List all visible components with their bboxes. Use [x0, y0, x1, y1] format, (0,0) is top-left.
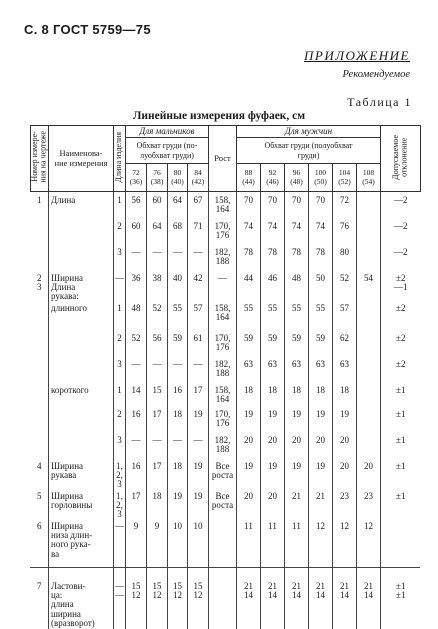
cell-men-value: 18	[285, 386, 309, 410]
cell-men-value: 80	[333, 248, 357, 274]
table-bottom-rule	[30, 567, 420, 568]
cell-num: 6	[37, 520, 42, 531]
cell-men-value: 20	[237, 492, 261, 522]
cell-men-value: 70	[237, 192, 261, 222]
cell-boys-value: 15	[147, 386, 168, 410]
size-boys: 80 (40)	[168, 164, 188, 192]
cell-num	[31, 410, 49, 436]
cell-men-value: 21 14	[261, 582, 285, 629]
cell-boys-value: —	[168, 360, 188, 386]
cell-boys-value: —	[168, 436, 188, 462]
cell-length: 2	[114, 222, 126, 248]
size-men: 108 (54)	[357, 164, 381, 192]
cell-name: Ширина Длина рукава:	[49, 274, 114, 304]
cell-men-value: 21	[309, 492, 333, 522]
cell-men-value: 21 14	[285, 582, 309, 629]
cell-length: 1	[114, 386, 126, 410]
table-number: Таблица 1	[347, 95, 412, 109]
cell-name: короткого	[49, 386, 114, 410]
cell-length: 3	[114, 360, 126, 386]
table-row	[31, 274, 421, 304]
cell-boys-value: 19	[188, 462, 209, 492]
cell-men-value: 76	[333, 222, 357, 248]
cell-boys-value: 56	[126, 192, 147, 222]
cell-boys-value: 60	[147, 192, 168, 222]
cell-name	[49, 360, 114, 386]
cell-boys-value: 9	[126, 522, 147, 582]
cell-men-value: 63	[285, 360, 309, 386]
cell-men-value: 74	[285, 222, 309, 248]
cell-men-value: 18	[237, 386, 261, 410]
cell-name	[49, 334, 114, 360]
cell-length: —	[114, 274, 126, 304]
cell-men-value: 70	[285, 192, 309, 222]
cell-boys-value: 10	[188, 522, 209, 582]
cell-boys-value: 18	[168, 462, 188, 492]
cell-men-value	[357, 386, 381, 410]
cell-boys-value: 17	[147, 462, 168, 492]
cell-men-value: 19	[261, 462, 285, 492]
cell-num	[31, 386, 49, 410]
header-length: Длина изделия	[114, 126, 126, 192]
cell-men-value: 72	[333, 192, 357, 222]
cell-height: 170, 176	[209, 222, 237, 248]
cell-men-value: 78	[309, 248, 333, 274]
cell-men-value: 19	[309, 462, 333, 492]
cell-boys-value: 59	[168, 334, 188, 360]
measurements-table	[30, 125, 421, 629]
size-men: 96 (48)	[285, 164, 309, 192]
table-row	[31, 410, 421, 436]
cell-length: 2	[114, 334, 126, 360]
cell-boys-value: 10	[168, 522, 188, 582]
cell-men-value: 21 14	[237, 582, 261, 629]
table-row	[31, 222, 421, 248]
cell-men-value	[357, 304, 381, 334]
size-men: 88 (44)	[237, 164, 261, 192]
cell-length: — —	[114, 582, 126, 629]
cell-tolerance: —2	[381, 248, 421, 274]
cell-boys-value: 15 12	[188, 582, 209, 629]
cell-boys-value: 61	[188, 334, 209, 360]
cell-boys-value: 16	[126, 462, 147, 492]
cell-boys-value: 19	[188, 492, 209, 522]
header-chest-men: Обхват груди (полуобхват груди)	[237, 138, 381, 164]
table-row	[31, 436, 421, 462]
cell-men-value: 63	[309, 360, 333, 386]
cell-tolerance: —2	[381, 222, 421, 248]
cell-num: 5	[37, 490, 42, 501]
cell-boys-value: —	[147, 360, 168, 386]
header-chest-boys: Обхват груди (по- луобхват груди)	[126, 138, 209, 164]
cell-men-value: 23	[357, 492, 381, 522]
cell-men-value: 11	[237, 522, 261, 582]
cell-height: 170, 176	[209, 334, 237, 360]
cell-tolerance: ±1	[381, 462, 421, 492]
cell-boys-value: 48	[126, 304, 147, 334]
cell-boys-value: —	[147, 248, 168, 274]
page-header: С. 8 ГОСТ 5759—75	[24, 22, 151, 37]
cell-men-value: 78	[285, 248, 309, 274]
cell-tolerance: ±1	[381, 410, 421, 436]
cell-men-value: 23	[333, 492, 357, 522]
cell-men-value: 11	[261, 522, 285, 582]
cell-tolerance: —2	[381, 192, 421, 222]
cell-height: 158, 164	[209, 386, 237, 410]
cell-length: 1, 2, 3	[114, 492, 126, 522]
cell-num: 2 3	[37, 272, 42, 292]
cell-num	[31, 436, 49, 462]
cell-num	[31, 304, 49, 334]
cell-men-value: 70	[309, 192, 333, 222]
table-title: Линейные измерения фуфаек, см	[132, 110, 306, 122]
cell-men-value: 12	[309, 522, 333, 582]
size-men: 104 (52)	[333, 164, 357, 192]
cell-boys-value: 17	[188, 386, 209, 410]
cell-height: 158, 164	[209, 192, 237, 222]
cell-boys-value: 36	[126, 274, 147, 304]
cell-men-value: 20	[309, 436, 333, 462]
table-row	[31, 304, 421, 334]
table-row	[31, 386, 421, 410]
cell-men-value: 20	[237, 436, 261, 462]
cell-height	[209, 582, 237, 629]
cell-men-value: 20	[285, 436, 309, 462]
header-height: Рост	[209, 126, 237, 192]
table-row	[31, 522, 421, 582]
cell-men-value: 20	[333, 462, 357, 492]
cell-num: 1	[37, 195, 42, 205]
size-men: 92 (46)	[261, 164, 285, 192]
cell-men-value: 20	[261, 436, 285, 462]
cell-men-value: 55	[285, 304, 309, 334]
header-num: Номер измере- ния на чертеже	[31, 126, 49, 192]
cell-men-value: 52	[333, 274, 357, 304]
cell-boys-value: 52	[126, 334, 147, 360]
cell-length: 1	[114, 192, 126, 222]
cell-name: Ластови- ца: длина ширина (вразворот)	[49, 582, 114, 629]
cell-name	[49, 248, 114, 274]
cell-men-value	[357, 222, 381, 248]
appendix-title: ПРИЛОЖЕНИЕ	[304, 48, 410, 63]
cell-men-value: 59	[237, 334, 261, 360]
cell-tolerance: ±2	[381, 334, 421, 360]
cell-tolerance: ±2 —1	[381, 274, 421, 304]
cell-men-value: 21	[285, 492, 309, 522]
cell-men-value: 21 14	[357, 582, 381, 629]
cell-men-value: 63	[333, 360, 357, 386]
cell-num	[31, 222, 49, 248]
cell-men-value: 18	[333, 386, 357, 410]
cell-boys-value: 17	[126, 492, 147, 522]
cell-men-value: 74	[309, 222, 333, 248]
cell-height: 170, 176	[209, 410, 237, 436]
cell-length: 2	[114, 410, 126, 436]
cell-men-value: 19	[309, 410, 333, 436]
cell-height: 182, 188	[209, 436, 237, 462]
cell-boys-value: 56	[147, 334, 168, 360]
table-row	[31, 334, 421, 360]
cell-boys-value: 18	[168, 410, 188, 436]
cell-num	[31, 360, 49, 386]
cell-boys-value: —	[147, 436, 168, 462]
cell-boys-value: 57	[188, 304, 209, 334]
cell-length: 3	[114, 248, 126, 274]
cell-height: Все роста	[209, 462, 237, 492]
cell-height: Все роста	[209, 492, 237, 522]
cell-boys-value: 68	[168, 222, 188, 248]
cell-boys-value: 16	[126, 410, 147, 436]
cell-men-value	[357, 436, 381, 462]
cell-tolerance: ±1 ±1	[381, 582, 421, 629]
cell-height: 182, 188	[209, 248, 237, 274]
cell-men-value: 63	[261, 360, 285, 386]
cell-name: Длина	[49, 192, 114, 222]
cell-men-value: 63	[237, 360, 261, 386]
cell-num	[31, 248, 49, 274]
cell-men-value: 19	[237, 410, 261, 436]
cell-boys-value: 71	[188, 222, 209, 248]
cell-men-value: 19	[261, 410, 285, 436]
cell-boys-value: 15 12	[147, 582, 168, 629]
cell-boys-value: —	[126, 248, 147, 274]
cell-men-value: 19	[333, 410, 357, 436]
cell-boys-value: —	[188, 248, 209, 274]
cell-men-value: 44	[237, 274, 261, 304]
cell-name: Ширина низа длин- ного рука- ва	[49, 522, 114, 582]
cell-men-value: 20	[333, 436, 357, 462]
cell-num: 7	[37, 580, 42, 591]
cell-boys-value: 52	[147, 304, 168, 334]
header-men: Для мужчин	[237, 126, 381, 138]
cell-height: 158, 164	[209, 304, 237, 334]
cell-boys-value: 14	[126, 386, 147, 410]
cell-men-value: 59	[309, 334, 333, 360]
cell-boys-value: 19	[168, 492, 188, 522]
cell-height: 182, 188	[209, 360, 237, 386]
cell-men-value: 12	[357, 522, 381, 582]
cell-boys-value: 9	[147, 522, 168, 582]
cell-tolerance: ±1	[381, 492, 421, 522]
cell-length: 1	[114, 304, 126, 334]
header-tolerance: Допускаемое отклонение	[381, 126, 421, 192]
header-name: Наименова- ние измерения	[49, 126, 114, 192]
cell-men-value: 21 14	[333, 582, 357, 629]
cell-name: Ширина горловины	[49, 492, 114, 522]
cell-boys-value: 18	[147, 492, 168, 522]
cell-boys-value: 67	[188, 192, 209, 222]
table-row	[31, 582, 421, 629]
cell-men-value	[357, 248, 381, 274]
table-row	[31, 492, 421, 522]
header-boys: Для мальчиков	[126, 126, 209, 138]
cell-tolerance: ±2	[381, 304, 421, 334]
cell-name	[49, 222, 114, 248]
table-row	[31, 248, 421, 274]
cell-tolerance: ±1	[381, 436, 421, 462]
size-boys: 84 (42)	[188, 164, 209, 192]
cell-men-value: 55	[309, 304, 333, 334]
cell-men-value	[357, 410, 381, 436]
cell-men-value: 11	[285, 522, 309, 582]
cell-name: длинного	[49, 304, 114, 334]
cell-men-value: 48	[285, 274, 309, 304]
cell-boys-value: 42	[188, 274, 209, 304]
cell-boys-value: 40	[168, 274, 188, 304]
cell-men-value	[357, 334, 381, 360]
cell-men-value: 78	[261, 248, 285, 274]
cell-boys-value: 64	[147, 222, 168, 248]
cell-men-value: 55	[261, 304, 285, 334]
cell-men-value: 19	[285, 462, 309, 492]
cell-men-value: 21 14	[309, 582, 333, 629]
cell-men-value: 19	[285, 410, 309, 436]
cell-men-value: 20	[357, 462, 381, 492]
cell-men-value: 70	[261, 192, 285, 222]
cell-boys-value: 15 12	[168, 582, 188, 629]
cell-boys-value: —	[126, 436, 147, 462]
cell-men-value: 20	[261, 492, 285, 522]
cell-boys-value: 17	[147, 410, 168, 436]
cell-men-value: 54	[357, 274, 381, 304]
cell-name: Ширина рукава	[49, 462, 114, 492]
cell-height	[209, 522, 237, 582]
cell-boys-value: 64	[168, 192, 188, 222]
cell-boys-value: 60	[126, 222, 147, 248]
cell-men-value	[357, 192, 381, 222]
cell-name	[49, 410, 114, 436]
cell-men-value: 59	[261, 334, 285, 360]
cell-boys-value: —	[168, 248, 188, 274]
size-boys: 76 (38)	[147, 164, 168, 192]
cell-boys-value: 55	[168, 304, 188, 334]
table-row	[31, 462, 421, 492]
cell-men-value	[357, 360, 381, 386]
cell-length: 1, 2, 3	[114, 462, 126, 492]
cell-boys-value: 15 12	[126, 582, 147, 629]
cell-men-value: 18	[309, 386, 333, 410]
cell-boys-value: —	[126, 360, 147, 386]
cell-name	[49, 436, 114, 462]
cell-men-value: 74	[237, 222, 261, 248]
cell-tolerance	[381, 522, 421, 582]
appendix-heading	[304, 48, 410, 80]
cell-length: —	[114, 522, 126, 582]
appendix-subtitle: Рекомендуемое	[342, 69, 410, 80]
cell-men-value: 59	[285, 334, 309, 360]
cell-men-value: 19	[237, 462, 261, 492]
table-row	[31, 192, 421, 222]
size-men: 100 (50)	[309, 164, 333, 192]
cell-num: 4	[37, 460, 42, 471]
cell-men-value: 50	[309, 274, 333, 304]
cell-boys-value: 16	[168, 386, 188, 410]
table-row	[31, 360, 421, 386]
cell-men-value: 74	[261, 222, 285, 248]
cell-num	[31, 334, 49, 360]
cell-tolerance: ±1	[381, 386, 421, 410]
cell-boys-value: 19	[188, 410, 209, 436]
cell-men-value: 57	[333, 304, 357, 334]
cell-tolerance: ±2	[381, 360, 421, 386]
cell-men-value: 62	[333, 334, 357, 360]
cell-men-value: 12	[333, 522, 357, 582]
cell-men-value: 46	[261, 274, 285, 304]
cell-boys-value: —	[188, 436, 209, 462]
size-boys: 72 (36)	[126, 164, 147, 192]
cell-boys-value: —	[188, 360, 209, 386]
cell-men-value: 18	[261, 386, 285, 410]
cell-men-value: 78	[237, 248, 261, 274]
cell-boys-value: 38	[147, 274, 168, 304]
cell-length: 3	[114, 436, 126, 462]
cell-height: —	[209, 274, 237, 304]
cell-men-value: 55	[237, 304, 261, 334]
